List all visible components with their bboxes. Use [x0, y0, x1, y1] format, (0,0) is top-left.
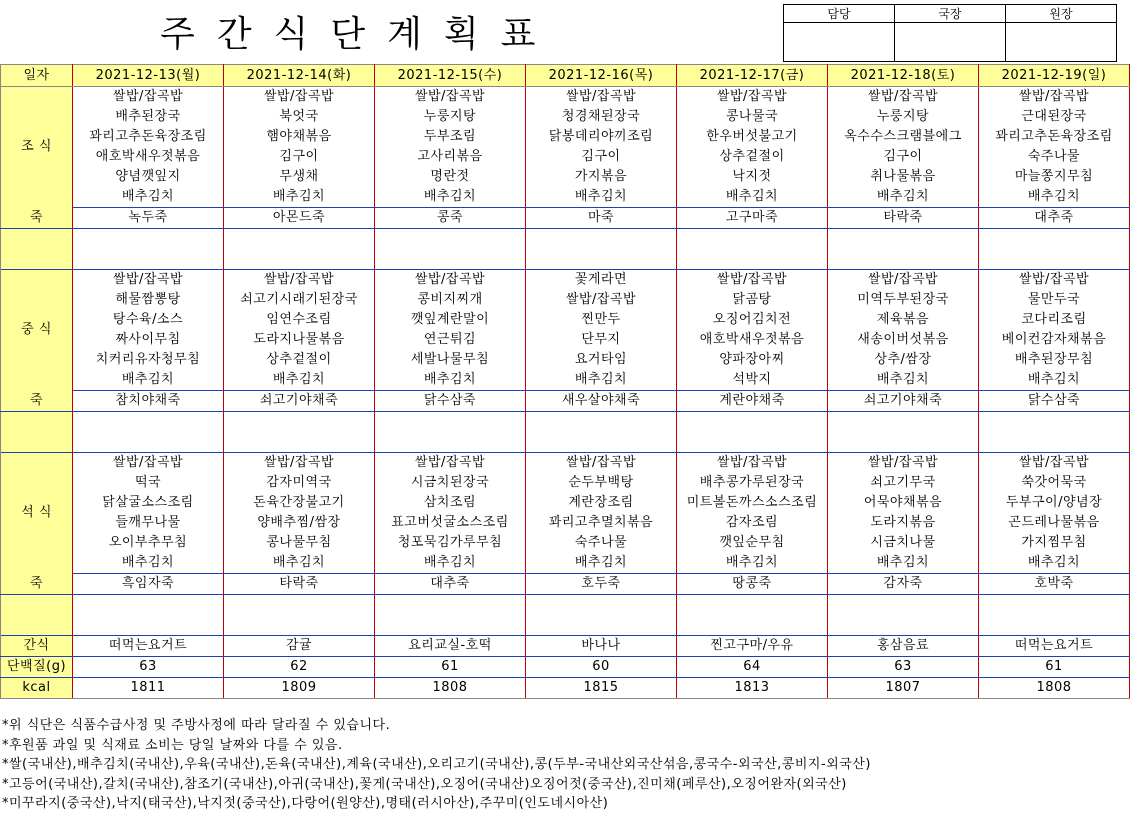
table-row: [1, 127, 1130, 147]
lunch-item: 단무지: [526, 330, 677, 350]
table-row: [1, 432, 1130, 453]
blank-cell: [677, 249, 828, 270]
blank-cell: [526, 249, 677, 270]
blank-cell: [73, 249, 224, 270]
blank-cell: [828, 229, 979, 250]
kcal-value: 1811: [73, 678, 224, 699]
note-line: *미꾸라지(중국산),낙지(태국산),낙지젓(중국산),다랑어(원양산),명태(러시아산),주꾸미(인도네시아산): [2, 796, 609, 811]
dinner-item: 쌀밥/잡곡밥: [375, 453, 526, 474]
dinner-item: 시금치나물: [828, 533, 979, 553]
dinner-item: 쇠고기무국: [828, 473, 979, 493]
breakfast-item: 콩나물국: [677, 107, 828, 127]
breakfast-item: 배추김치: [375, 187, 526, 208]
breakfast-item: 낙지젓: [677, 167, 828, 187]
porridge-item: 고구마죽: [677, 208, 828, 229]
breakfast-item: 닭봉데리야끼조림: [526, 127, 677, 147]
porridge-item: 쇠고기야채죽: [828, 391, 979, 412]
lunch-label: 중 식: [1, 270, 73, 391]
lunch-item: 쌀밥/잡곡밥: [979, 270, 1130, 291]
table-row: [1, 249, 1130, 270]
breakfast-item: 마늘쫑지무침: [979, 167, 1130, 187]
note-line: *쌀(국내산),배추김치(국내산),우육(국내산),돈육(국내산),계육(국내산),오리고기(국내산),콩(두부-국내산외국산섞음,콩국수-외국산,콩비지-외국산): [2, 757, 871, 772]
blank-cell: [979, 229, 1130, 250]
kcal-label: kcal: [1, 678, 73, 699]
breakfast-item: 근대된장국: [979, 107, 1130, 127]
blank-cell: [375, 432, 526, 453]
dinner-item: 가지찜무침: [979, 533, 1130, 553]
lunch-item: 제육볶음: [828, 310, 979, 330]
table-row: [1, 513, 1130, 533]
blank-cell: [979, 595, 1130, 616]
approval-box: [783, 4, 1117, 62]
dinner-item: 도라지볶음: [828, 513, 979, 533]
breakfast-item: 김구이: [828, 147, 979, 167]
lunch-item: 배추김치: [375, 370, 526, 391]
breakfast-item: 쌀밥/잡곡밥: [73, 87, 224, 108]
lunch-item: 해물짬뽕탕: [73, 290, 224, 310]
breakfast-item: 가지볶음: [526, 167, 677, 187]
blank-cell: [375, 229, 526, 250]
lunch-item: 도라지나물볶음: [224, 330, 375, 350]
breakfast-item: 김구이: [224, 147, 375, 167]
dinner-item: 청포묵김가루무침: [375, 533, 526, 553]
protein-label: 단백질(g): [1, 657, 73, 678]
table-row: [1, 229, 1130, 250]
blank-cell: [224, 595, 375, 616]
blank-cell: [224, 432, 375, 453]
porridge-item: 닭수삼죽: [375, 391, 526, 412]
dinner-item: 감자미역국: [224, 473, 375, 493]
table-row: [1, 412, 1130, 433]
blank-cell: [979, 615, 1130, 636]
table-row: [1, 615, 1130, 636]
porridge-label: 죽: [1, 574, 73, 595]
table-row: [1, 493, 1130, 513]
lunch-item: 꽃게라면: [526, 270, 677, 291]
lunch-item: 쌀밥/잡곡밥: [677, 270, 828, 291]
lunch-item: 연근튀김: [375, 330, 526, 350]
protein-value: 61: [375, 657, 526, 678]
table-row: [1, 678, 1130, 699]
porridge-item: 녹두죽: [73, 208, 224, 229]
blank-cell: [828, 412, 979, 433]
blank-cell: [979, 412, 1130, 433]
dinner-item: 두부구이/양념장: [979, 493, 1130, 513]
lunch-item: 닭곰탕: [677, 290, 828, 310]
dinner-item: 배추김치: [224, 553, 375, 574]
table-row: [1, 370, 1130, 391]
dinner-item: 어묵야채볶음: [828, 493, 979, 513]
dinner-item: 쌀밥/잡곡밥: [979, 453, 1130, 474]
breakfast-label: 조 식: [1, 87, 73, 208]
lunch-item: 미역두부된장국: [828, 290, 979, 310]
breakfast-item: 쌀밥/잡곡밥: [979, 87, 1130, 108]
protein-value: 63: [828, 657, 979, 678]
lunch-item: 코다리조림: [979, 310, 1130, 330]
lunch-item: 치커리유자청무침: [73, 350, 224, 370]
snack-label: 간식: [1, 636, 73, 657]
table-row: [1, 208, 1130, 229]
page-title: 주간식단계획표: [160, 14, 558, 55]
blank-cell: [224, 249, 375, 270]
blank-cell: [375, 412, 526, 433]
table-row: [1, 290, 1130, 310]
table-row: [1, 330, 1130, 350]
blank-cell: [73, 412, 224, 433]
kcal-value: 1807: [828, 678, 979, 699]
table-row: [1, 574, 1130, 595]
table-row: [1, 473, 1130, 493]
dinner-item: 양배추찜/쌈장: [224, 513, 375, 533]
porridge-item: 대추죽: [979, 208, 1130, 229]
lunch-item: 배추김치: [526, 370, 677, 391]
snack-item: 홍삼음료: [828, 636, 979, 657]
table-row: [1, 636, 1130, 657]
blank-cell: [526, 615, 677, 636]
dinner-item: 쌀밥/잡곡밥: [73, 453, 224, 474]
table-row: [1, 65, 1130, 87]
breakfast-item: 꽈리고추돈육장조림: [73, 127, 224, 147]
blank-cell: [979, 249, 1130, 270]
approval-sign-president[interactable]: [1006, 23, 1117, 62]
blank-cell: [375, 595, 526, 616]
table-row: [1, 187, 1130, 208]
breakfast-item: 배추된장국: [73, 107, 224, 127]
blank-cell: [224, 412, 375, 433]
dinner-item: 쌀밥/잡곡밥: [828, 453, 979, 474]
porridge-item: 계란야채죽: [677, 391, 828, 412]
table-row: [1, 553, 1130, 574]
lunch-item: 오징어김치전: [677, 310, 828, 330]
breakfast-item: 배추김치: [828, 187, 979, 208]
blank-cell: [73, 229, 224, 250]
lunch-item: 쌀밥/잡곡밥: [526, 290, 677, 310]
lunch-item: 요거타임: [526, 350, 677, 370]
breakfast-item: 무생채: [224, 167, 375, 187]
dinner-item: 삼치조림: [375, 493, 526, 513]
lunch-item: 배추김치: [828, 370, 979, 391]
breakfast-item: 쌀밥/잡곡밥: [828, 87, 979, 108]
date-header: 2021-12-15(수): [375, 65, 526, 87]
approval-head-staff: 담당: [784, 5, 895, 23]
blank-cell: [828, 249, 979, 270]
lunch-item: 깻잎계란말이: [375, 310, 526, 330]
porridge-label: 죽: [1, 391, 73, 412]
blank-cell: [526, 432, 677, 453]
protein-value: 62: [224, 657, 375, 678]
dinner-item: 오이부추무침: [73, 533, 224, 553]
dinner-item: 닭살굴소스조림: [73, 493, 224, 513]
date-header: 2021-12-14(화): [224, 65, 375, 87]
breakfast-item: 누룽지탕: [375, 107, 526, 127]
lunch-item: 쌀밥/잡곡밥: [375, 270, 526, 291]
lunch-item: 세발나물무침: [375, 350, 526, 370]
breakfast-item: 취나물볶음: [828, 167, 979, 187]
porridge-item: 참치야채죽: [73, 391, 224, 412]
porridge-item: 새우살야채죽: [526, 391, 677, 412]
approval-head-director: 국장: [895, 5, 1006, 23]
table-row: [1, 107, 1130, 127]
lunch-item: 석박지: [677, 370, 828, 391]
snack-item: 찐고구마/우유: [677, 636, 828, 657]
table-row: [1, 453, 1130, 474]
dinner-item: 배추콩가루된장국: [677, 473, 828, 493]
table-row: [1, 167, 1130, 187]
breakfast-item: 명란젓: [375, 167, 526, 187]
kcal-value: 1813: [677, 678, 828, 699]
note-line: *고등어(국내산),갈치(국내산),참조기(국내산),아귀(국내산),꽃게(국내산),오징어(국내산)오징어젓(중국산),진미채(페루산),오징어완자(외국산): [2, 776, 847, 792]
dinner-item: 쌀밥/잡곡밥: [526, 453, 677, 474]
approval-sign-director[interactable]: [895, 23, 1006, 62]
protein-value: 61: [979, 657, 1130, 678]
dinner-item: 계란장조림: [526, 493, 677, 513]
dinner-item: 배추김치: [375, 553, 526, 574]
lunch-item: 쌀밥/잡곡밥: [828, 270, 979, 291]
blank-cell: [828, 432, 979, 453]
dinner-item: 쑥갓어묵국: [979, 473, 1130, 493]
dinner-item: 배추김치: [73, 553, 224, 574]
lunch-item: 상추/쌈장: [828, 350, 979, 370]
blank-label: [1, 595, 73, 636]
breakfast-item: 숙주나물: [979, 147, 1130, 167]
kcal-value: 1808: [375, 678, 526, 699]
blank-cell: [73, 615, 224, 636]
blank-cell: [224, 229, 375, 250]
breakfast-item: 쌀밥/잡곡밥: [224, 87, 375, 108]
blank-cell: [828, 615, 979, 636]
breakfast-item: 배추김치: [73, 187, 224, 208]
breakfast-item: 쌀밥/잡곡밥: [375, 87, 526, 108]
blank-cell: [677, 615, 828, 636]
breakfast-item: 옥수수스크램블에그: [828, 127, 979, 147]
porridge-item: 흑임자죽: [73, 574, 224, 595]
porridge-item: 호박죽: [979, 574, 1130, 595]
dinner-item: 감자조림: [677, 513, 828, 533]
table-row: [1, 657, 1130, 678]
blank-cell: [828, 595, 979, 616]
date-header: 2021-12-13(월): [73, 65, 224, 87]
dinner-item: 배추김치: [677, 553, 828, 574]
menu-table: [0, 64, 1130, 699]
blank-cell: [224, 615, 375, 636]
breakfast-item: 누룽지탕: [828, 107, 979, 127]
dinner-item: 순두부백탕: [526, 473, 677, 493]
snack-item: 바나나: [526, 636, 677, 657]
porridge-item: 마죽: [526, 208, 677, 229]
protein-value: 63: [73, 657, 224, 678]
porridge-item: 닭수삼죽: [979, 391, 1130, 412]
lunch-item: 찐만두: [526, 310, 677, 330]
porridge-item: 대추죽: [375, 574, 526, 595]
dinner-item: 들깨무나물: [73, 513, 224, 533]
breakfast-item: 상추겉절이: [677, 147, 828, 167]
note-line: *후원품 과일 및 식재료 소비는 당일 날짜와 다를 수 있음.: [2, 737, 343, 753]
breakfast-item: 배추김치: [224, 187, 375, 208]
dinner-item: 꽈리고추멸치볶음: [526, 513, 677, 533]
table-row: [1, 310, 1130, 330]
dinner-item: 배추김치: [979, 553, 1130, 574]
dinner-item: 배추김치: [526, 553, 677, 574]
blank-cell: [73, 432, 224, 453]
lunch-item: 쌀밥/잡곡밥: [73, 270, 224, 291]
breakfast-item: 한우버섯불고기: [677, 127, 828, 147]
blank-cell: [979, 432, 1130, 453]
porridge-item: 땅콩죽: [677, 574, 828, 595]
blank-cell: [375, 615, 526, 636]
blank-cell: [375, 249, 526, 270]
date-label: 일자: [1, 65, 73, 87]
date-header: 2021-12-16(목): [526, 65, 677, 87]
date-header: 2021-12-17(금): [677, 65, 828, 87]
table-row: [1, 270, 1130, 291]
lunch-item: 애호박새우젓볶음: [677, 330, 828, 350]
breakfast-item: 고사리볶음: [375, 147, 526, 167]
dinner-item: 쌀밥/잡곡밥: [224, 453, 375, 474]
breakfast-item: 애호박새우젓볶음: [73, 147, 224, 167]
breakfast-item: 두부조림: [375, 127, 526, 147]
porridge-item: 감자죽: [828, 574, 979, 595]
notes: [2, 716, 871, 814]
lunch-item: 양파장아찌: [677, 350, 828, 370]
kcal-value: 1809: [224, 678, 375, 699]
breakfast-item: 북엇국: [224, 107, 375, 127]
kcal-value: 1815: [526, 678, 677, 699]
porridge-item: 타락죽: [224, 574, 375, 595]
lunch-item: 쌀밥/잡곡밥: [224, 270, 375, 291]
blank-label: [1, 229, 73, 270]
blank-cell: [677, 432, 828, 453]
blank-cell: [526, 229, 677, 250]
lunch-item: 배추된장무침: [979, 350, 1130, 370]
dinner-label: 석 식: [1, 453, 73, 574]
note-line: *위 식단은 식품수급사정 및 주방사정에 따라 달라질 수 있습니다.: [2, 718, 391, 733]
lunch-item: 배추김치: [979, 370, 1130, 391]
snack-item: 요리교실-호떡: [375, 636, 526, 657]
dinner-item: 숙주나물: [526, 533, 677, 553]
kcal-value: 1808: [979, 678, 1130, 699]
breakfast-item: 쌀밥/잡곡밥: [526, 87, 677, 108]
breakfast-item: 청경채된장국: [526, 107, 677, 127]
table-row: [1, 595, 1130, 616]
lunch-item: 상추겉절이: [224, 350, 375, 370]
blank-cell: [677, 229, 828, 250]
snack-item: 떠먹는요거트: [979, 636, 1130, 657]
lunch-item: 콩비지찌개: [375, 290, 526, 310]
porridge-item: 타락죽: [828, 208, 979, 229]
dinner-item: 떡국: [73, 473, 224, 493]
table-row: [1, 391, 1130, 412]
blank-cell: [526, 412, 677, 433]
porridge-item: 아몬드죽: [224, 208, 375, 229]
dinner-item: 시금치된장국: [375, 473, 526, 493]
dinner-item: 곤드레나물볶음: [979, 513, 1130, 533]
breakfast-item: 배추김치: [526, 187, 677, 208]
breakfast-item: 배추김치: [979, 187, 1130, 208]
lunch-item: 배추김치: [73, 370, 224, 391]
approval-head-president: 원장: [1006, 5, 1117, 23]
lunch-item: 물만두국: [979, 290, 1130, 310]
blank-cell: [677, 412, 828, 433]
protein-value: 64: [677, 657, 828, 678]
dinner-item: 콩나물무침: [224, 533, 375, 553]
dinner-item: 깻잎순무침: [677, 533, 828, 553]
breakfast-item: 양념깻잎지: [73, 167, 224, 187]
lunch-item: 배추김치: [224, 370, 375, 391]
dinner-item: 배추김치: [828, 553, 979, 574]
breakfast-item: 김구이: [526, 147, 677, 167]
date-header: 2021-12-19(일): [979, 65, 1130, 87]
snack-item: 감귤: [224, 636, 375, 657]
breakfast-item: 배추김치: [677, 187, 828, 208]
porridge-item: 쇠고기야채죽: [224, 391, 375, 412]
porridge-item: 호두죽: [526, 574, 677, 595]
breakfast-item: 꽈리고추돈육장조림: [979, 127, 1130, 147]
protein-value: 60: [526, 657, 677, 678]
blank-cell: [677, 595, 828, 616]
breakfast-item: 햄야채볶음: [224, 127, 375, 147]
blank-label: [1, 412, 73, 453]
blank-cell: [73, 595, 224, 616]
table-row: [1, 533, 1130, 553]
dinner-item: 돈육간장불고기: [224, 493, 375, 513]
table-row: [1, 147, 1130, 167]
lunch-item: 새송이버섯볶음: [828, 330, 979, 350]
dinner-item: 미트볼돈까스소스조림: [677, 493, 828, 513]
date-header: 2021-12-18(토): [828, 65, 979, 87]
dinner-item: 쌀밥/잡곡밥: [677, 453, 828, 474]
lunch-item: 탕수육/소스: [73, 310, 224, 330]
table-row: [1, 87, 1130, 108]
approval-sign-staff[interactable]: [784, 23, 895, 62]
lunch-item: 베이컨감자채볶음: [979, 330, 1130, 350]
blank-cell: [526, 595, 677, 616]
lunch-item: 짜사이무침: [73, 330, 224, 350]
porridge-item: 콩죽: [375, 208, 526, 229]
lunch-item: 임연수조림: [224, 310, 375, 330]
breakfast-item: 쌀밥/잡곡밥: [677, 87, 828, 108]
lunch-item: 쇠고기시래기된장국: [224, 290, 375, 310]
porridge-label: 죽: [1, 208, 73, 229]
snack-item: 떠먹는요거트: [73, 636, 224, 657]
table-row: [1, 350, 1130, 370]
dinner-item: 표고버섯굴소스조림: [375, 513, 526, 533]
